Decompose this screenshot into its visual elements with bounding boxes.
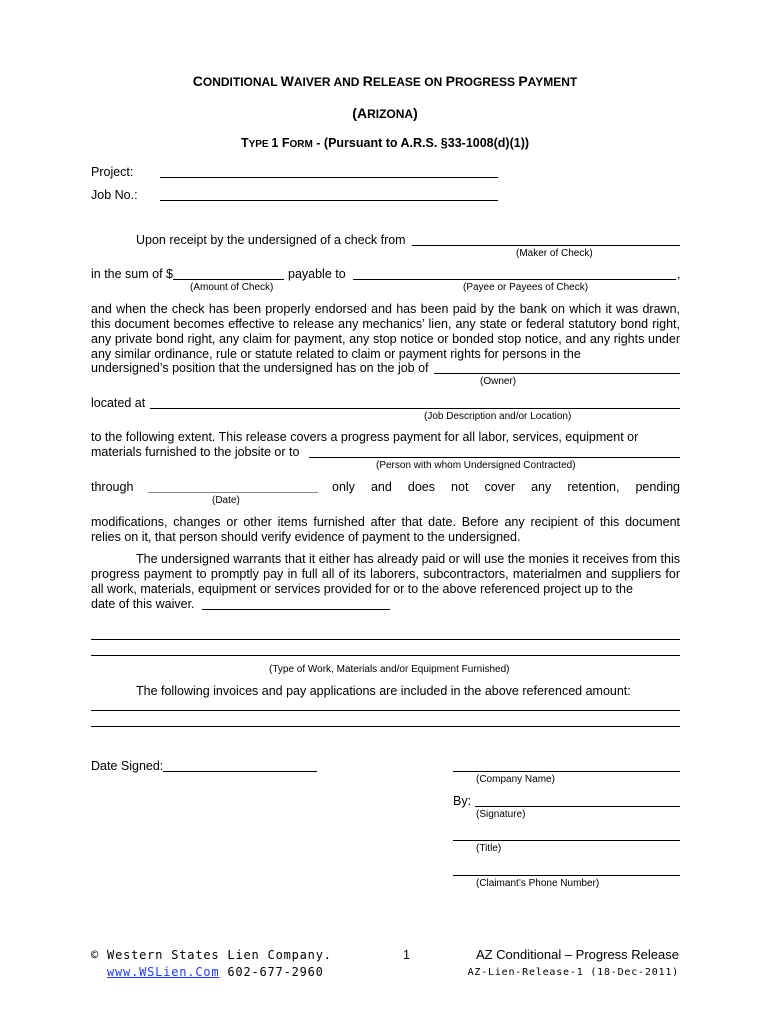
by-label: By: — [453, 794, 472, 808]
footer-copyright: © Western States Lien Company. — [91, 948, 332, 962]
footer-phone: 602-677-2960 — [227, 965, 324, 979]
website-link[interactable]: www.WSLien.Com — [107, 965, 220, 979]
page-number: 1 — [403, 948, 410, 962]
form-id: AZ-Lien-Release-1 (18-Dec-2011) — [467, 967, 679, 978]
maker-field[interactable] — [412, 245, 680, 246]
project-label: Project: — [91, 165, 134, 179]
form-name: AZ Conditional – Progress Release — [475, 947, 679, 962]
through-date-field[interactable] — [148, 492, 318, 493]
release-paragraph-end: undersigned’s position that the undersigned has on the job of — [91, 361, 429, 375]
job-description-caption: (Job Description and/or Location) — [424, 411, 572, 422]
owner-caption: (Owner) — [480, 376, 517, 387]
title-field[interactable] — [453, 840, 680, 841]
payee-comma: , — [677, 267, 681, 281]
payee-field[interactable] — [353, 279, 676, 280]
date-caption: (Date) — [212, 495, 240, 506]
invoice-line-1[interactable] — [91, 710, 680, 711]
contracted-party-field[interactable] — [309, 457, 680, 458]
date-signed-label: Date Signed: — [91, 759, 164, 773]
warranty-paragraph-end: date of this waiver. — [91, 597, 195, 611]
footer-contact — [107, 965, 324, 979]
work-caption: (Type of Work, Materials and/or Equipment Furnished) — [269, 664, 510, 675]
amount-caption: (Amount of Check) — [190, 282, 274, 293]
document-title: CONDITIONAL WAIVER AND RELEASE ON PROGRESS PAYMENT — [192, 73, 578, 89]
through-words: only and does not cover any retention, pending — [332, 480, 680, 494]
contracted-party-caption: (Person with whom Undersigned Contracted) — [376, 460, 576, 471]
payee-caption: (Payee or Payees of Check) — [463, 282, 589, 293]
project-field[interactable] — [160, 177, 498, 178]
state-title: (ARIZONA) — [352, 105, 418, 121]
company-name-field[interactable] — [453, 771, 680, 772]
invoice-line-2[interactable] — [91, 726, 680, 727]
signature-field[interactable] — [475, 806, 680, 807]
date-signed-field[interactable] — [163, 771, 317, 772]
verification-paragraph: modifications, changes or other items furnished after that date. Before any recipient of this document relies on it, that person should verify evidence of payment to the undersigned. — [91, 515, 680, 544]
signature-caption: (Signature) — [476, 809, 526, 820]
extent-paragraph-line1: to the following extent. This release covers a progress payment for all labor, services, equipment or — [91, 430, 639, 444]
phone-field[interactable] — [453, 875, 680, 876]
invoices-text: The following invoices and pay applications are included in the above referenced amount: — [136, 684, 631, 698]
work-line-2[interactable] — [91, 655, 680, 656]
receipt-text: Upon receipt by the undersigned of a check from — [136, 233, 406, 247]
waiver-date-field[interactable] — [202, 609, 390, 610]
location-field[interactable] — [150, 408, 680, 409]
job-no-field[interactable] — [160, 200, 498, 201]
job-no-label: Job No.: — [91, 188, 138, 202]
release-paragraph: and when the check has been properly endorsed and has been paid by the bank on which it was drawn, this document becomes effective to release any mechanics’ lien, any state or federal statutory bond right, any private bond right, any claim for payment, any stop notice or bonded stop notice, and any rights under any similar ordinance, rule or statute related to claim or payment rights for persons in the — [91, 302, 680, 361]
maker-caption: (Maker of Check) — [516, 248, 593, 259]
sum-label: in the sum of $ — [91, 267, 173, 281]
through-label: through — [91, 480, 134, 494]
form-type-line: TYPE 1 FORM - (Pursuant to A.R.S. §33-1008(d)(1)) — [240, 136, 530, 150]
located-at-label: located at — [91, 396, 146, 410]
company-name-caption: (Company Name) — [476, 774, 555, 785]
payable-to-label: payable to — [288, 267, 346, 281]
extent-paragraph-line2: materials furnished to the jobsite or to — [91, 445, 300, 459]
warranty-paragraph: The undersigned warrants that it either has already paid or will use the monies it receives from this progress payment to promptly pay in full all of its laborers, subcontractors, materialmen and suppliers for all work, materials, equipment or services provided for or to the above referenced project up to the — [91, 552, 681, 596]
work-line-1[interactable] — [91, 639, 680, 640]
owner-field[interactable] — [434, 373, 680, 374]
phone-caption: (Claimant’s Phone Number) — [476, 878, 600, 889]
title-caption: (Title) — [476, 843, 502, 854]
amount-field[interactable] — [173, 279, 284, 280]
